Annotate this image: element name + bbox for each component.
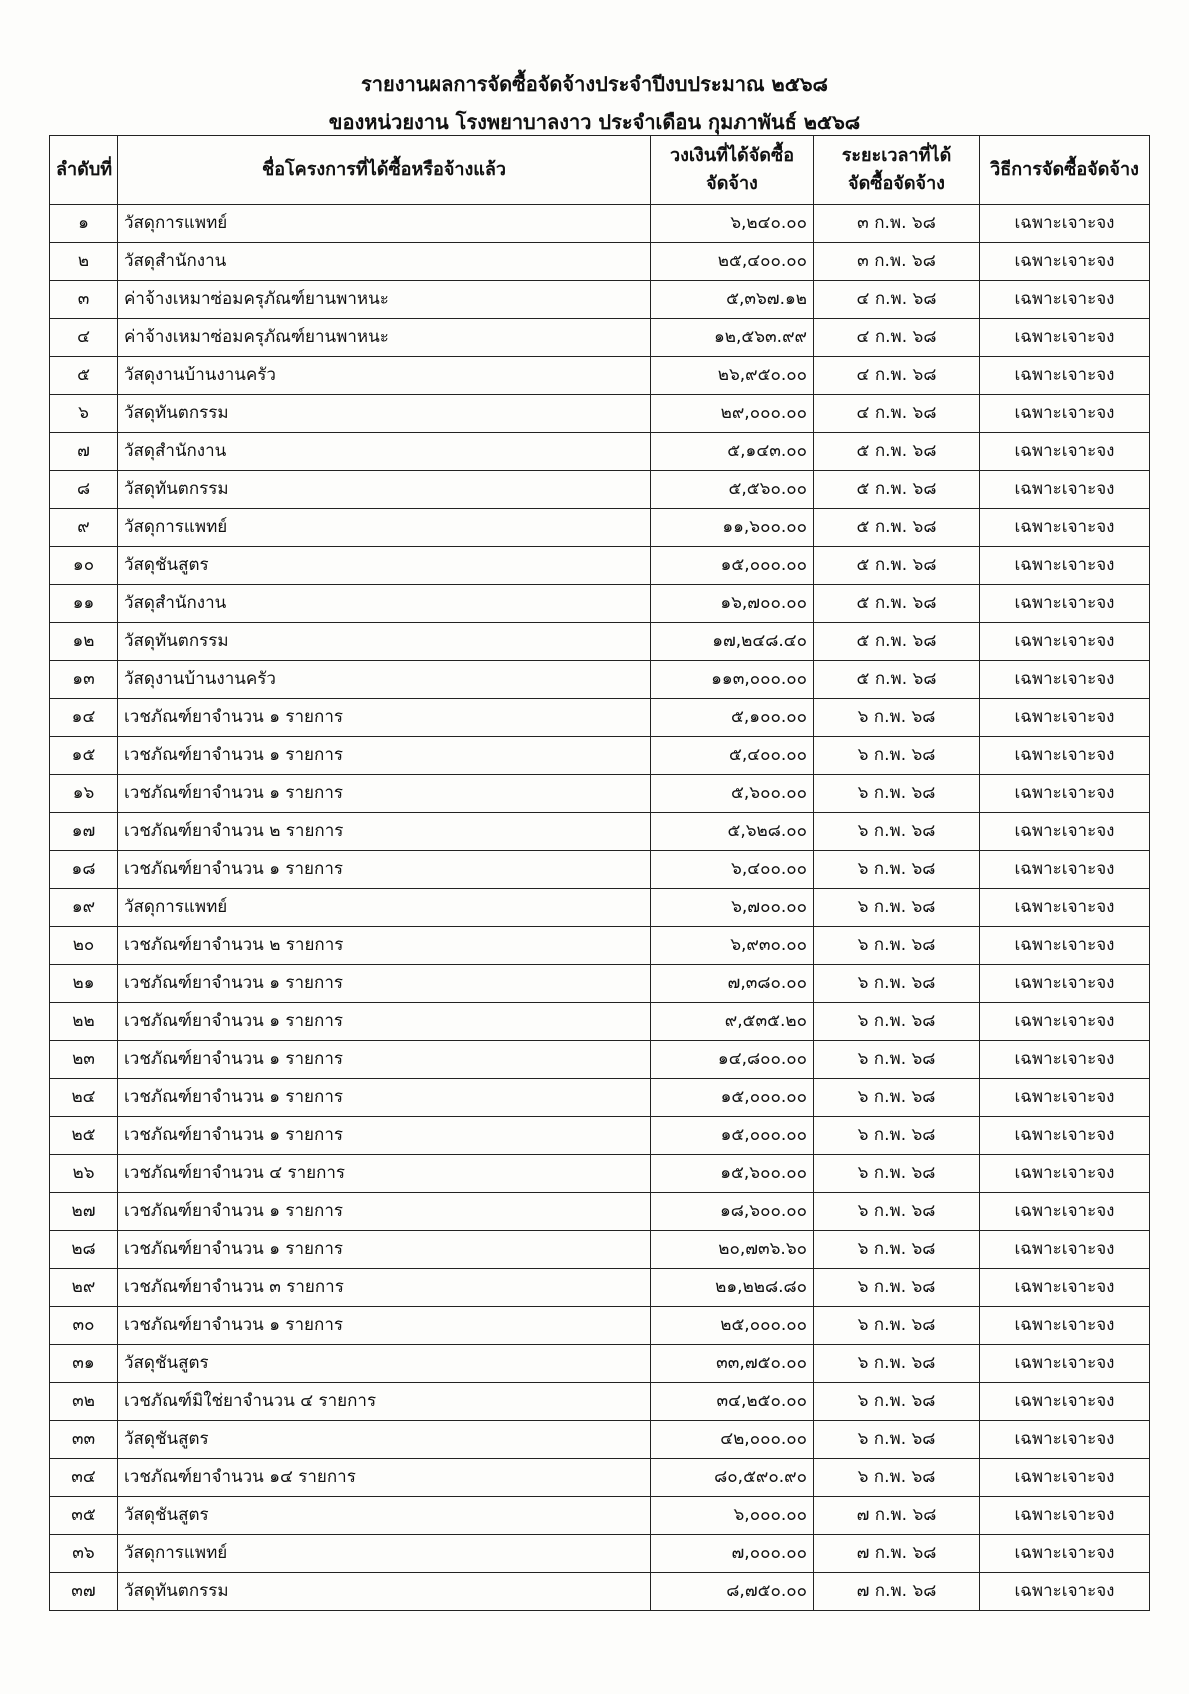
procurement-method-cell: เฉพาะเจาะจง bbox=[980, 1535, 1150, 1573]
procurement-method-cell: เฉพาะเจาะจง bbox=[980, 433, 1150, 471]
table-row bbox=[50, 1155, 1150, 1193]
procurement-method-cell: เฉพาะเจาะจง bbox=[980, 1231, 1150, 1269]
procurement-method-cell: เฉพาะเจาะจง bbox=[980, 357, 1150, 395]
procurement-method-cell: เฉพาะเจาะจง bbox=[980, 699, 1150, 737]
row-number-cell: ๓๒ bbox=[50, 1383, 118, 1421]
table-body bbox=[50, 205, 1150, 1611]
table-row bbox=[50, 965, 1150, 1003]
header-amount-line2: จัดจ้าง bbox=[706, 173, 758, 194]
procurement-date-cell: ๓ ก.พ. ๖๘ bbox=[814, 243, 980, 281]
procurement-date-cell: ๖ ก.พ. ๖๘ bbox=[814, 927, 980, 965]
row-number-cell: ๑๔ bbox=[50, 699, 118, 737]
amount-cell: ๙,๕๓๕.๒๐ bbox=[651, 1003, 814, 1041]
row-number-cell: ๒๗ bbox=[50, 1193, 118, 1231]
project-name-cell: วัสดุชันสูตร bbox=[118, 547, 651, 585]
procurement-method-cell: เฉพาะเจาะจง bbox=[980, 813, 1150, 851]
row-number-cell: ๒๘ bbox=[50, 1231, 118, 1269]
procurement-date-cell: ๕ ก.พ. ๖๘ bbox=[814, 433, 980, 471]
project-name-cell: วัสดุทันตกรรม bbox=[118, 471, 651, 509]
row-number-cell: ๒๒ bbox=[50, 1003, 118, 1041]
project-name-cell: เวชภัณฑ์ยาจำนวน ๑ รายการ bbox=[118, 1307, 651, 1345]
amount-cell: ๕,๖๐๐.๐๐ bbox=[651, 775, 814, 813]
table-row bbox=[50, 509, 1150, 547]
amount-cell: ๑๗,๒๔๘.๔๐ bbox=[651, 623, 814, 661]
row-number-cell: ๓๐ bbox=[50, 1307, 118, 1345]
project-name-cell: วัสดุชันสูตร bbox=[118, 1345, 651, 1383]
table-row bbox=[50, 243, 1150, 281]
project-name-cell: วัสดุการแพทย์ bbox=[118, 889, 651, 927]
procurement-method-cell: เฉพาะเจาะจง bbox=[980, 1079, 1150, 1117]
amount-cell: ๗,๓๘๐.๐๐ bbox=[651, 965, 814, 1003]
project-name-cell: วัสดุทันตกรรม bbox=[118, 623, 651, 661]
amount-cell: ๑๘,๖๐๐.๐๐ bbox=[651, 1193, 814, 1231]
table-row bbox=[50, 851, 1150, 889]
procurement-date-cell: ๖ ก.พ. ๖๘ bbox=[814, 1269, 980, 1307]
procurement-date-cell: ๖ ก.พ. ๖๘ bbox=[814, 737, 980, 775]
amount-cell: ๖,๒๔๐.๐๐ bbox=[651, 205, 814, 243]
header-date-line1: ระยะเวลาที่ได้ bbox=[841, 145, 952, 166]
amount-cell: ๒๙,๐๐๐.๐๐ bbox=[651, 395, 814, 433]
amount-cell: ๑๕,๖๐๐.๐๐ bbox=[651, 1155, 814, 1193]
procurement-method-cell: เฉพาะเจาะจง bbox=[980, 1497, 1150, 1535]
procurement-method-cell: เฉพาะเจาะจง bbox=[980, 1117, 1150, 1155]
header-no: ลำดับที่ bbox=[50, 136, 118, 205]
project-name-cell: วัสดุสำนักงาน bbox=[118, 585, 651, 623]
amount-cell: ๑๒,๕๖๓.๙๙ bbox=[651, 319, 814, 357]
project-name-cell: เวชภัณฑ์มิใช่ยาจำนวน ๔ รายการ bbox=[118, 1383, 651, 1421]
procurement-method-cell: เฉพาะเจาะจง bbox=[980, 1003, 1150, 1041]
amount-cell: ๒๑,๒๒๘.๘๐ bbox=[651, 1269, 814, 1307]
procurement-date-cell: ๖ ก.พ. ๖๘ bbox=[814, 1193, 980, 1231]
row-number-cell: ๒๖ bbox=[50, 1155, 118, 1193]
amount-cell: ๖,๔๐๐.๐๐ bbox=[651, 851, 814, 889]
project-name-cell: วัสดุชันสูตร bbox=[118, 1497, 651, 1535]
table-row bbox=[50, 1307, 1150, 1345]
amount-cell: ๗,๐๐๐.๐๐ bbox=[651, 1535, 814, 1573]
row-number-cell: ๓๓ bbox=[50, 1421, 118, 1459]
amount-cell: ๒๐,๗๓๖.๖๐ bbox=[651, 1231, 814, 1269]
project-name-cell: วัสดุชันสูตร bbox=[118, 1421, 651, 1459]
table-row bbox=[50, 395, 1150, 433]
amount-cell: ๕,๑๐๐.๐๐ bbox=[651, 699, 814, 737]
table-row bbox=[50, 1117, 1150, 1155]
procurement-date-cell: ๓ ก.พ. ๖๘ bbox=[814, 205, 980, 243]
row-number-cell: ๑๘ bbox=[50, 851, 118, 889]
procurement-method-cell: เฉพาะเจาะจง bbox=[980, 1459, 1150, 1497]
table-header-row bbox=[50, 136, 1150, 205]
procurement-method-cell: เฉพาะเจาะจง bbox=[980, 661, 1150, 699]
amount-cell: ๕,๓๖๗.๑๒ bbox=[651, 281, 814, 319]
table-row bbox=[50, 357, 1150, 395]
procurement-method-cell: เฉพาะเจาะจง bbox=[980, 1307, 1150, 1345]
procurement-method-cell: เฉพาะเจาะจง bbox=[980, 927, 1150, 965]
procurement-date-cell: ๗ ก.พ. ๖๘ bbox=[814, 1497, 980, 1535]
row-number-cell: ๒๑ bbox=[50, 965, 118, 1003]
table-row bbox=[50, 737, 1150, 775]
amount-cell: ๓๓,๗๕๐.๐๐ bbox=[651, 1345, 814, 1383]
project-name-cell: เวชภัณฑ์ยาจำนวน ๑ รายการ bbox=[118, 699, 651, 737]
table-row bbox=[50, 1497, 1150, 1535]
procurement-method-cell: เฉพาะเจาะจง bbox=[980, 1345, 1150, 1383]
table-row bbox=[50, 1193, 1150, 1231]
amount-cell: ๕,๕๖๐.๐๐ bbox=[651, 471, 814, 509]
procurement-method-cell: เฉพาะเจาะจง bbox=[980, 1193, 1150, 1231]
table-row bbox=[50, 813, 1150, 851]
procurement-method-cell: เฉพาะเจาะจง bbox=[980, 585, 1150, 623]
procurement-method-cell: เฉพาะเจาะจง bbox=[980, 319, 1150, 357]
procurement-method-cell: เฉพาะเจาะจง bbox=[980, 1383, 1150, 1421]
row-number-cell: ๒๓ bbox=[50, 1041, 118, 1079]
procurement-method-cell: เฉพาะเจาะจง bbox=[980, 775, 1150, 813]
table-row bbox=[50, 661, 1150, 699]
project-name-cell: เวชภัณฑ์ยาจำนวน ๑ รายการ bbox=[118, 1079, 651, 1117]
table-row bbox=[50, 1383, 1150, 1421]
amount-cell: ๘,๗๕๐.๐๐ bbox=[651, 1573, 814, 1611]
procurement-method-cell: เฉพาะเจาะจง bbox=[980, 1041, 1150, 1079]
project-name-cell: เวชภัณฑ์ยาจำนวน ๑๔ รายการ bbox=[118, 1459, 651, 1497]
header-method: วิธีการจัดซื้อจัดจ้าง bbox=[980, 136, 1150, 205]
amount-cell: ๖,๗๐๐.๐๐ bbox=[651, 889, 814, 927]
procurement-date-cell: ๔ ก.พ. ๖๘ bbox=[814, 357, 980, 395]
procurement-method-cell: เฉพาะเจาะจง bbox=[980, 243, 1150, 281]
table-row bbox=[50, 585, 1150, 623]
project-name-cell: เวชภัณฑ์ยาจำนวน ๓ รายการ bbox=[118, 1269, 651, 1307]
procurement-date-cell: ๖ ก.พ. ๖๘ bbox=[814, 1459, 980, 1497]
project-name-cell: วัสดุสำนักงาน bbox=[118, 433, 651, 471]
amount-cell: ๑๑,๖๐๐.๐๐ bbox=[651, 509, 814, 547]
amount-cell: ๑๕,๐๐๐.๐๐ bbox=[651, 547, 814, 585]
row-number-cell: ๒๐ bbox=[50, 927, 118, 965]
procurement-date-cell: ๗ ก.พ. ๖๘ bbox=[814, 1573, 980, 1611]
procurement-date-cell: ๖ ก.พ. ๖๘ bbox=[814, 1421, 980, 1459]
procurement-method-cell: เฉพาะเจาะจง bbox=[980, 509, 1150, 547]
procurement-table bbox=[49, 135, 1150, 1611]
row-number-cell: ๓ bbox=[50, 281, 118, 319]
procurement-method-cell: เฉพาะเจาะจง bbox=[980, 889, 1150, 927]
procurement-date-cell: ๕ ก.พ. ๖๘ bbox=[814, 585, 980, 623]
project-name-cell: เวชภัณฑ์ยาจำนวน ๒ รายการ bbox=[118, 927, 651, 965]
row-number-cell: ๙ bbox=[50, 509, 118, 547]
procurement-method-cell: เฉพาะเจาะจง bbox=[980, 851, 1150, 889]
row-number-cell: ๑๑ bbox=[50, 585, 118, 623]
project-name-cell: เวชภัณฑ์ยาจำนวน ๑ รายการ bbox=[118, 1003, 651, 1041]
row-number-cell: ๑๐ bbox=[50, 547, 118, 585]
row-number-cell: ๒ bbox=[50, 243, 118, 281]
row-number-cell: ๑๓ bbox=[50, 661, 118, 699]
procurement-method-cell: เฉพาะเจาะจง bbox=[980, 1155, 1150, 1193]
amount-cell: ๕,๖๒๘.๐๐ bbox=[651, 813, 814, 851]
project-name-cell: เวชภัณฑ์ยาจำนวน ๔ รายการ bbox=[118, 1155, 651, 1193]
amount-cell: ๑๑๓,๐๐๐.๐๐ bbox=[651, 661, 814, 699]
row-number-cell: ๕ bbox=[50, 357, 118, 395]
procurement-date-cell: ๖ ก.พ. ๖๘ bbox=[814, 965, 980, 1003]
amount-cell: ๕,๑๔๓.๐๐ bbox=[651, 433, 814, 471]
row-number-cell: ๘ bbox=[50, 471, 118, 509]
report-subtitle: ของหน่วยงาน โรงพยาบาลงาว ประจำเดือน กุมภาพันธ์ ๒๕๖๘ bbox=[328, 110, 861, 134]
project-name-cell: เวชภัณฑ์ยาจำนวน ๑ รายการ bbox=[118, 965, 651, 1003]
table-row bbox=[50, 623, 1150, 661]
project-name-cell: เวชภัณฑ์ยาจำนวน ๒ รายการ bbox=[118, 813, 651, 851]
row-number-cell: ๑ bbox=[50, 205, 118, 243]
table-row bbox=[50, 1079, 1150, 1117]
procurement-date-cell: ๖ ก.พ. ๖๘ bbox=[814, 1041, 980, 1079]
project-name-cell: วัสดุทันตกรรม bbox=[118, 395, 651, 433]
project-name-cell: วัสดุงานบ้านงานครัว bbox=[118, 661, 651, 699]
table-row bbox=[50, 1573, 1150, 1611]
amount-cell: ๒๕,๐๐๐.๐๐ bbox=[651, 1307, 814, 1345]
table-row bbox=[50, 547, 1150, 585]
table-row bbox=[50, 889, 1150, 927]
amount-cell: ๓๔,๒๕๐.๐๐ bbox=[651, 1383, 814, 1421]
procurement-method-cell: เฉพาะเจาะจง bbox=[980, 737, 1150, 775]
amount-cell: ๑๖,๗๐๐.๐๐ bbox=[651, 585, 814, 623]
row-number-cell: ๓๑ bbox=[50, 1345, 118, 1383]
procurement-date-cell: ๕ ก.พ. ๖๘ bbox=[814, 547, 980, 585]
row-number-cell: ๒๔ bbox=[50, 1079, 118, 1117]
amount-cell: ๑๕,๐๐๐.๐๐ bbox=[651, 1079, 814, 1117]
amount-cell: ๘๐,๕๙๐.๙๐ bbox=[651, 1459, 814, 1497]
table-row bbox=[50, 699, 1150, 737]
procurement-date-cell: ๖ ก.พ. ๖๘ bbox=[814, 1003, 980, 1041]
project-name-cell: เวชภัณฑ์ยาจำนวน ๑ รายการ bbox=[118, 775, 651, 813]
procurement-method-cell: เฉพาะเจาะจง bbox=[980, 1421, 1150, 1459]
table-row bbox=[50, 775, 1150, 813]
procurement-date-cell: ๕ ก.พ. ๖๘ bbox=[814, 471, 980, 509]
procurement-date-cell: ๖ ก.พ. ๖๘ bbox=[814, 699, 980, 737]
procurement-date-cell: ๖ ก.พ. ๖๘ bbox=[814, 1231, 980, 1269]
amount-cell: ๕,๔๐๐.๐๐ bbox=[651, 737, 814, 775]
table-row bbox=[50, 1535, 1150, 1573]
table-row bbox=[50, 1003, 1150, 1041]
table-row bbox=[50, 205, 1150, 243]
amount-cell: ๒๖,๙๕๐.๐๐ bbox=[651, 357, 814, 395]
row-number-cell: ๓๗ bbox=[50, 1573, 118, 1611]
project-name-cell: วัสดุทันตกรรม bbox=[118, 1573, 651, 1611]
table-row bbox=[50, 433, 1150, 471]
procurement-method-cell: เฉพาะเจาะจง bbox=[980, 965, 1150, 1003]
header-amount-line1: วงเงินที่ได้จัดซื้อ bbox=[669, 145, 794, 166]
table-row bbox=[50, 319, 1150, 357]
procurement-method-cell: เฉพาะเจาะจง bbox=[980, 205, 1150, 243]
table-row bbox=[50, 1041, 1150, 1079]
procurement-date-cell: ๖ ก.พ. ๖๘ bbox=[814, 889, 980, 927]
project-name-cell: วัสดุงานบ้านงานครัว bbox=[118, 357, 651, 395]
project-name-cell: ค่าจ้างเหมาซ่อมครุภัณฑ์ยานพาหนะ bbox=[118, 281, 651, 319]
procurement-method-cell: เฉพาะเจาะจง bbox=[980, 1269, 1150, 1307]
procurement-date-cell: ๖ ก.พ. ๖๘ bbox=[814, 851, 980, 889]
procurement-method-cell: เฉพาะเจาะจง bbox=[980, 547, 1150, 585]
table-row bbox=[50, 1345, 1150, 1383]
project-name-cell: เวชภัณฑ์ยาจำนวน ๑ รายการ bbox=[118, 1231, 651, 1269]
procurement-date-cell: ๔ ก.พ. ๖๘ bbox=[814, 281, 980, 319]
project-name-cell: วัสดุสำนักงาน bbox=[118, 243, 651, 281]
row-number-cell: ๑๕ bbox=[50, 737, 118, 775]
project-name-cell: วัสดุการแพทย์ bbox=[118, 205, 651, 243]
amount-cell: ๖,๙๓๐.๐๐ bbox=[651, 927, 814, 965]
procurement-date-cell: ๗ ก.พ. ๖๘ bbox=[814, 1535, 980, 1573]
procurement-date-cell: ๕ ก.พ. ๖๘ bbox=[814, 623, 980, 661]
procurement-method-cell: เฉพาะเจาะจง bbox=[980, 471, 1150, 509]
project-name-cell: ค่าจ้างเหมาซ่อมครุภัณฑ์ยานพาหนะ bbox=[118, 319, 651, 357]
procurement-method-cell: เฉพาะเจาะจง bbox=[980, 623, 1150, 661]
procurement-date-cell: ๔ ก.พ. ๖๘ bbox=[814, 395, 980, 433]
row-number-cell: ๗ bbox=[50, 433, 118, 471]
row-number-cell: ๔ bbox=[50, 319, 118, 357]
amount-cell: ๔๒,๐๐๐.๐๐ bbox=[651, 1421, 814, 1459]
row-number-cell: ๒๙ bbox=[50, 1269, 118, 1307]
procurement-date-cell: ๕ ก.พ. ๖๘ bbox=[814, 509, 980, 547]
project-name-cell: เวชภัณฑ์ยาจำนวน ๑ รายการ bbox=[118, 1193, 651, 1231]
table-row bbox=[50, 471, 1150, 509]
procurement-method-cell: เฉพาะเจาะจง bbox=[980, 395, 1150, 433]
report-title: รายงานผลการจัดซื้อจัดจ้างประจำปีงบประมาณ ๒๕๖๘ bbox=[361, 72, 828, 96]
procurement-date-cell: ๖ ก.พ. ๖๘ bbox=[814, 1117, 980, 1155]
project-name-cell: เวชภัณฑ์ยาจำนวน ๑ รายการ bbox=[118, 1041, 651, 1079]
row-number-cell: ๑๒ bbox=[50, 623, 118, 661]
table-row bbox=[50, 281, 1150, 319]
procurement-date-cell: ๖ ก.พ. ๖๘ bbox=[814, 1155, 980, 1193]
table-row bbox=[50, 1459, 1150, 1497]
procurement-date-cell: ๕ ก.พ. ๖๘ bbox=[814, 661, 980, 699]
procurement-date-cell: ๔ ก.พ. ๖๘ bbox=[814, 319, 980, 357]
procurement-date-cell: ๖ ก.พ. ๖๘ bbox=[814, 775, 980, 813]
row-number-cell: ๓๕ bbox=[50, 1497, 118, 1535]
amount-cell: ๒๕,๔๐๐.๐๐ bbox=[651, 243, 814, 281]
header-date-line2: จัดซื้อจัดจ้าง bbox=[848, 173, 945, 194]
row-number-cell: ๒๕ bbox=[50, 1117, 118, 1155]
procurement-date-cell: ๖ ก.พ. ๖๘ bbox=[814, 1345, 980, 1383]
table-row bbox=[50, 927, 1150, 965]
table-row bbox=[50, 1269, 1150, 1307]
amount-cell: ๖,๐๐๐.๐๐ bbox=[651, 1497, 814, 1535]
table-row bbox=[50, 1421, 1150, 1459]
row-number-cell: ๓๖ bbox=[50, 1535, 118, 1573]
header-date bbox=[814, 136, 980, 205]
table-row bbox=[50, 1231, 1150, 1269]
project-name-cell: เวชภัณฑ์ยาจำนวน ๑ รายการ bbox=[118, 1117, 651, 1155]
procurement-date-cell: ๖ ก.พ. ๖๘ bbox=[814, 1383, 980, 1421]
row-number-cell: ๑๖ bbox=[50, 775, 118, 813]
header-project-name: ชื่อโครงการที่ได้ซื้อหรือจ้างแล้ว bbox=[118, 136, 651, 205]
project-name-cell: เวชภัณฑ์ยาจำนวน ๑ รายการ bbox=[118, 737, 651, 775]
procurement-method-cell: เฉพาะเจาะจง bbox=[980, 281, 1150, 319]
procurement-date-cell: ๖ ก.พ. ๖๘ bbox=[814, 1307, 980, 1345]
project-name-cell: วัสดุการแพทย์ bbox=[118, 1535, 651, 1573]
row-number-cell: ๓๔ bbox=[50, 1459, 118, 1497]
amount-cell: ๑๕,๐๐๐.๐๐ bbox=[651, 1117, 814, 1155]
procurement-date-cell: ๖ ก.พ. ๖๘ bbox=[814, 813, 980, 851]
procurement-method-cell: เฉพาะเจาะจง bbox=[980, 1573, 1150, 1611]
amount-cell: ๑๔,๘๐๐.๐๐ bbox=[651, 1041, 814, 1079]
project-name-cell: วัสดุการแพทย์ bbox=[118, 509, 651, 547]
procurement-date-cell: ๖ ก.พ. ๖๘ bbox=[814, 1079, 980, 1117]
row-number-cell: ๑๙ bbox=[50, 889, 118, 927]
row-number-cell: ๑๗ bbox=[50, 813, 118, 851]
header-amount bbox=[651, 136, 814, 205]
row-number-cell: ๖ bbox=[50, 395, 118, 433]
project-name-cell: เวชภัณฑ์ยาจำนวน ๑ รายการ bbox=[118, 851, 651, 889]
